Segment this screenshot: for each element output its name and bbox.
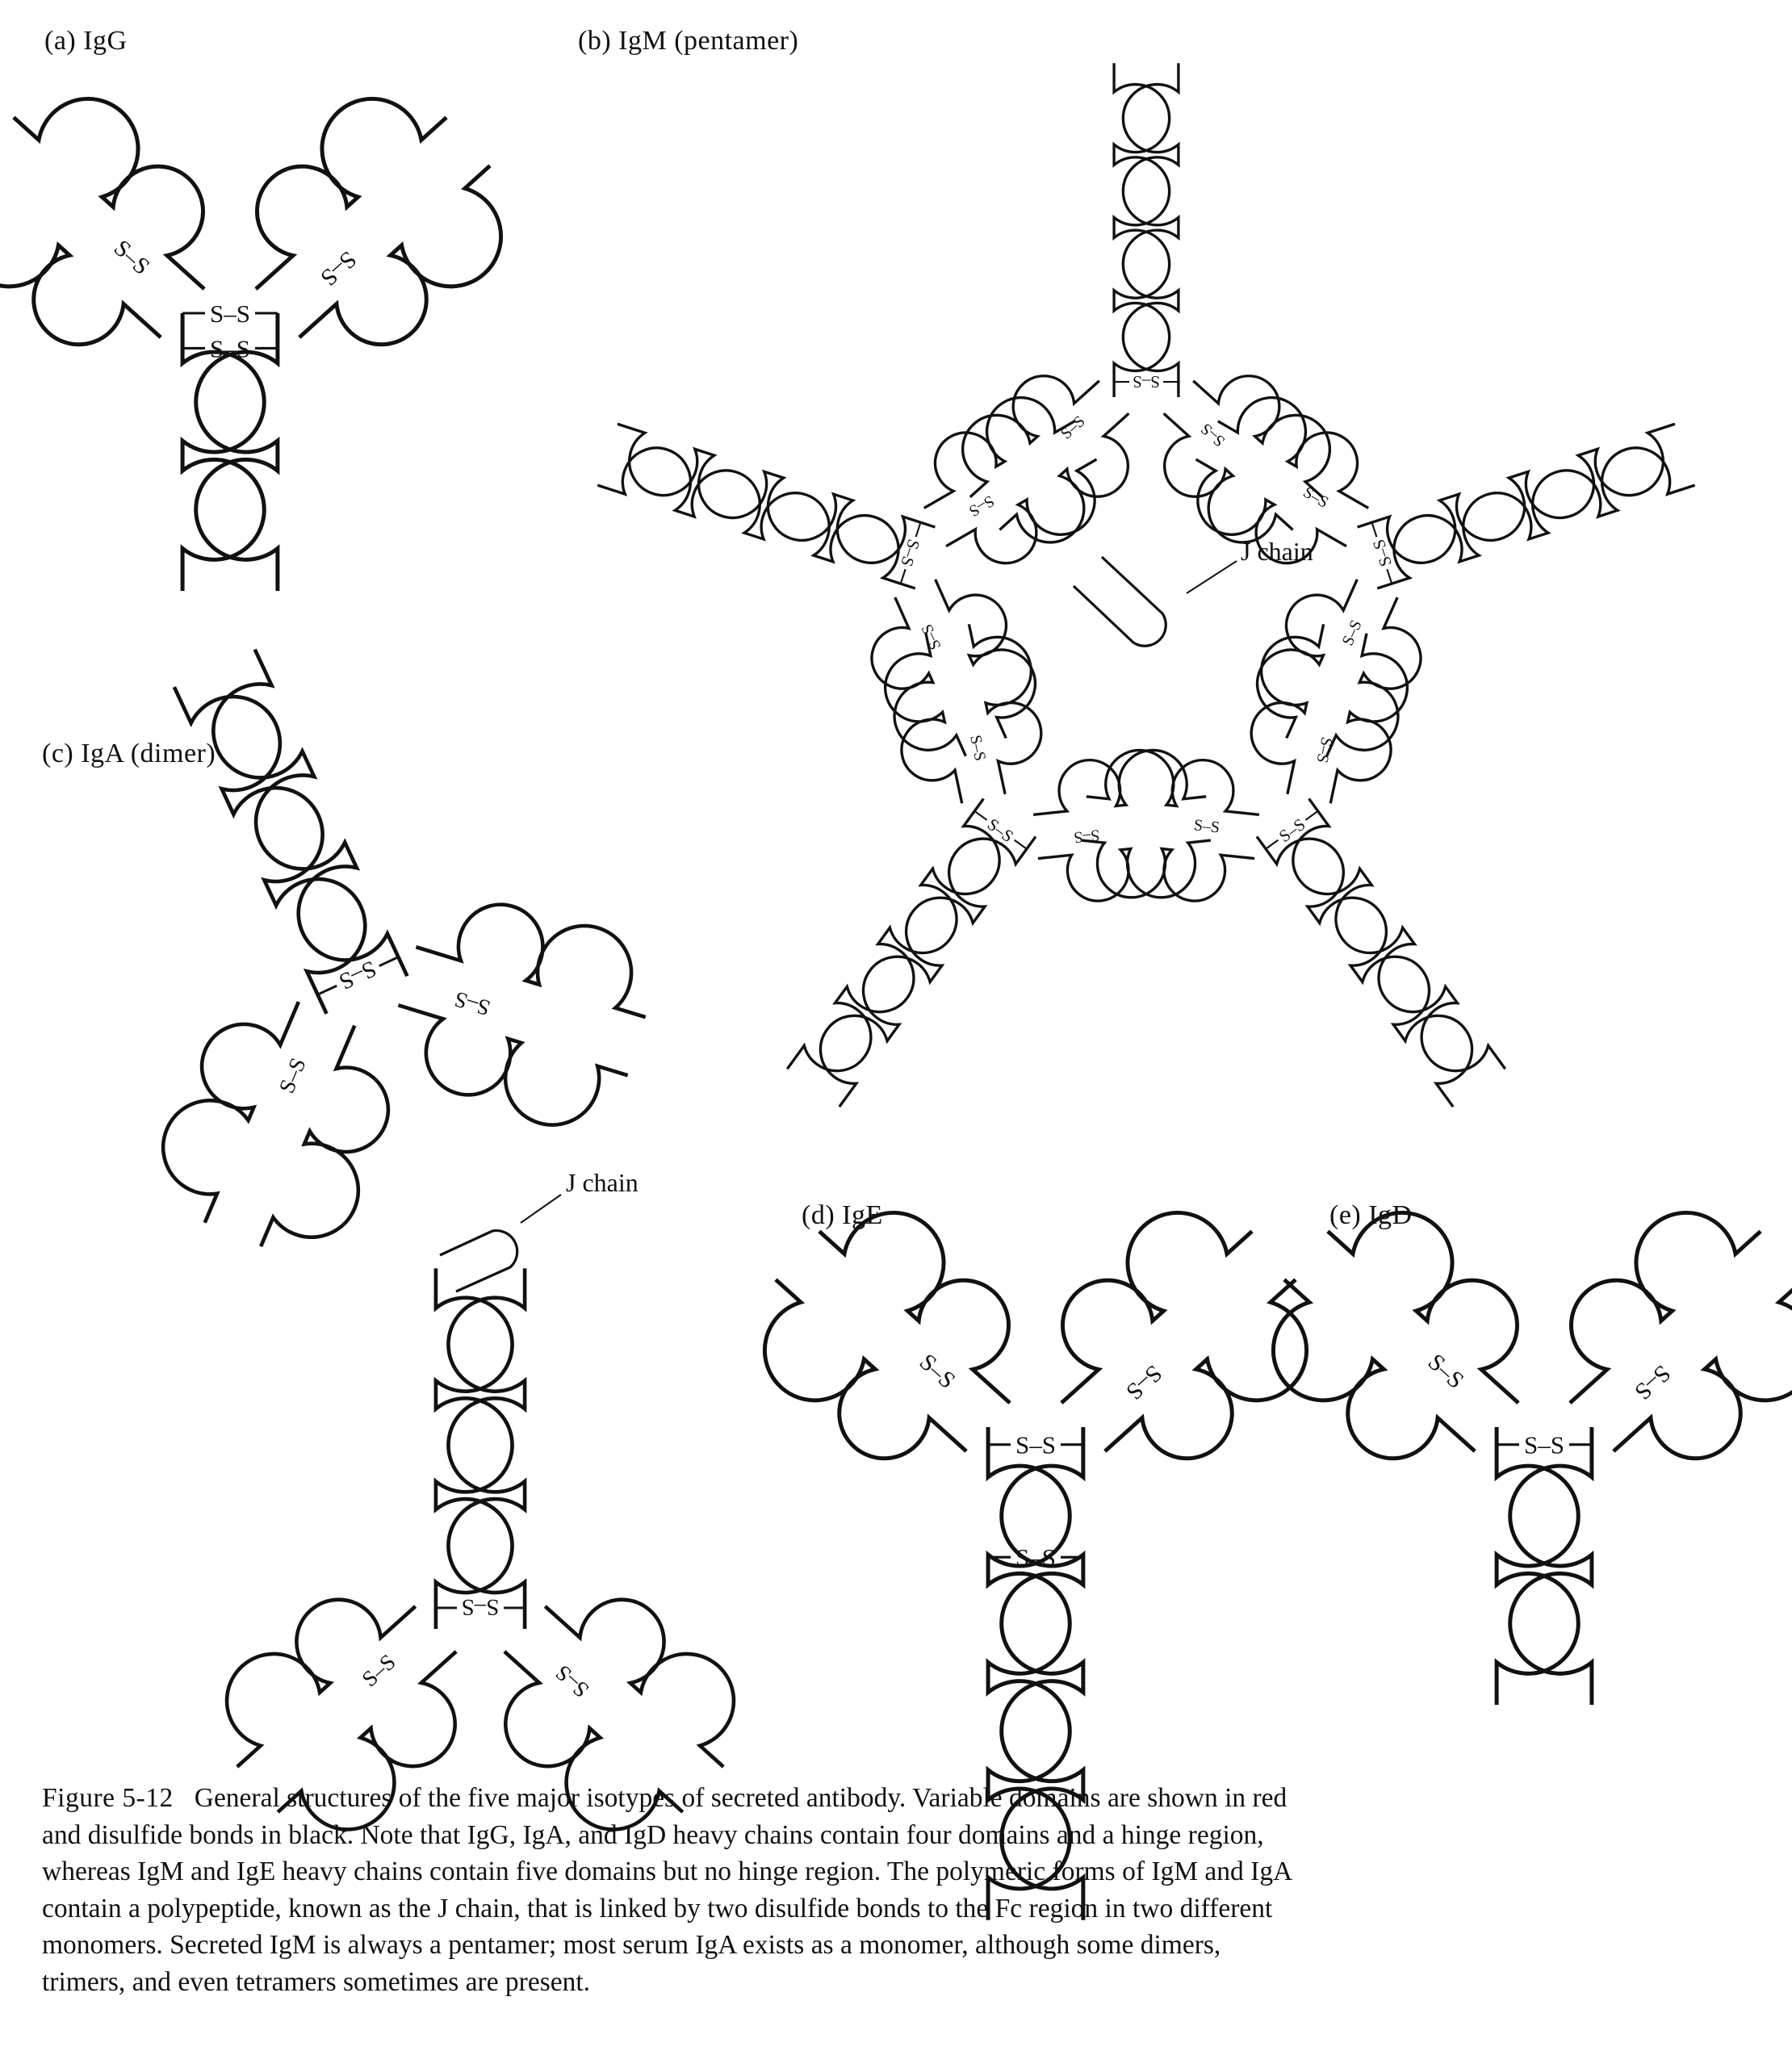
disulfide-bond: S–S: [461, 1593, 500, 1620]
disulfide-bond: S–S: [357, 1648, 400, 1692]
panel-label-igd: (e) IgD: [1329, 1200, 1413, 1230]
disulfide-bond: S–S: [1300, 483, 1332, 512]
iga-j-chain: [440, 1231, 517, 1291]
fab-arm-left: [1076, 745, 1264, 910]
panel-label-igg: (a) IgG: [44, 26, 128, 56]
igm-pentamer: [542, 63, 1750, 1212]
disulfide-bond: S–S: [1015, 1430, 1056, 1459]
disulfide-bond: S–S: [1057, 412, 1089, 443]
fab-arm-left: [378, 879, 667, 1144]
fab-arm-left: [875, 613, 1056, 814]
antibody-monomer: [1140, 254, 1750, 811]
disulfide-bond: S–S: [1073, 826, 1101, 847]
disulfide-bond: S–S: [108, 235, 155, 280]
disulfide-bond: S–S: [1368, 537, 1396, 569]
fab-arm-right: [205, 61, 542, 394]
disulfide-bond: S–S: [1192, 816, 1221, 837]
antibody-monomer: [542, 254, 1153, 811]
fab-arm-right: [1028, 745, 1216, 910]
disulfide-bond: S–S: [914, 1349, 961, 1394]
igm-j-chain-pointer: [1187, 561, 1237, 593]
disulfide-bond: S–S: [335, 955, 380, 995]
disulfide-bond: S–S: [1338, 617, 1366, 649]
antibody-monomer: [0, 545, 731, 1332]
antibody-monomer: [190, 1268, 772, 1865]
fab-arm-left: [725, 1174, 1061, 1508]
fab-arm-left: [1129, 342, 1357, 568]
disulfide-bond: S–S: [1015, 1543, 1056, 1572]
disulfide-bond: S–S: [918, 621, 945, 653]
fab-arm-right: [1011, 1174, 1347, 1508]
disulfide-bond: S–S: [1313, 735, 1336, 765]
disulfide-bond: S–S: [897, 537, 924, 569]
disulfide-bond: S–S: [1629, 1359, 1676, 1405]
disulfide-bond: S–S: [273, 1053, 311, 1097]
antibody-monomer: [936, 63, 1357, 568]
disulfide-bond: S–S: [983, 814, 1018, 847]
disulfide-bond: S–S: [965, 492, 998, 521]
figure-caption: [42, 1780, 1293, 2000]
disulfide-bond: S–S: [1422, 1349, 1469, 1394]
disulfide-bond: S–S: [1524, 1430, 1564, 1459]
fab-arm-left: [898, 376, 1123, 591]
disulfide-bond: S–S: [1120, 1359, 1167, 1405]
igm-j-chain: [1074, 557, 1166, 646]
fab-arm-right: [936, 342, 1163, 568]
fab-arm-left: [1239, 559, 1445, 777]
antibody-monomer: [1233, 1174, 1792, 1705]
caption-text: General structures of the five major isotypes of secreted antibody. Variable domains are shown in red and disulfide bonds in black. Note that IgG, IgA, and IgD heavy chains contain four domains and a hinge region, whereas IgM and IgE heavy chains contain five domains but no hinge region. The polymeric forms of IgM and IgA contain a polypeptide, known as the J chain, that is linked by two disulfide bonds to the Fc region in two different monomers. Secreted IgM is always a pentamer; most serum IgA exists as a monomer, although some dimers, trimers, and even tetramers sometimes are present.: [42, 1783, 1292, 1997]
disulfide-bond: S–S: [210, 334, 250, 363]
disulfide-bond: S–S: [1197, 419, 1229, 450]
panel-label-igm: (b) IgM (pentamer): [578, 26, 799, 56]
disulfide-bond: S–S: [1275, 814, 1309, 847]
panel-label-iga: (c) IgA (dimer): [42, 739, 216, 768]
fab-arm-right: [848, 559, 1053, 777]
antibody-monomer: [1012, 555, 1650, 1212]
j-chains-and-links: [440, 557, 1237, 1291]
fab-arm-right: [139, 974, 421, 1275]
igm-j-chain-label: J chain: [1241, 537, 1313, 566]
panel-label-ige: (d) IgE: [802, 1200, 883, 1230]
igd-monomer: [1233, 1174, 1792, 1705]
disulfide-bond: S–S: [451, 986, 493, 1022]
iga-j-chain-pointer: [521, 1195, 561, 1223]
disulfide-bond: S–S: [315, 245, 362, 291]
figure-number: Figure 5-12: [42, 1783, 174, 1813]
igg-monomer: [0, 61, 541, 591]
disulfide-bond: S–S: [966, 733, 990, 763]
disulfide-bond: S–S: [1133, 371, 1160, 391]
antibody-monomer: [0, 61, 541, 591]
fab-arm-right: [1237, 613, 1417, 814]
iga-j-chain-label: J chain: [566, 1168, 639, 1197]
antibody-monomer: [643, 555, 1280, 1212]
disulfide-bond: S–S: [550, 1660, 594, 1703]
disulfide-bond: S–S: [210, 299, 250, 328]
